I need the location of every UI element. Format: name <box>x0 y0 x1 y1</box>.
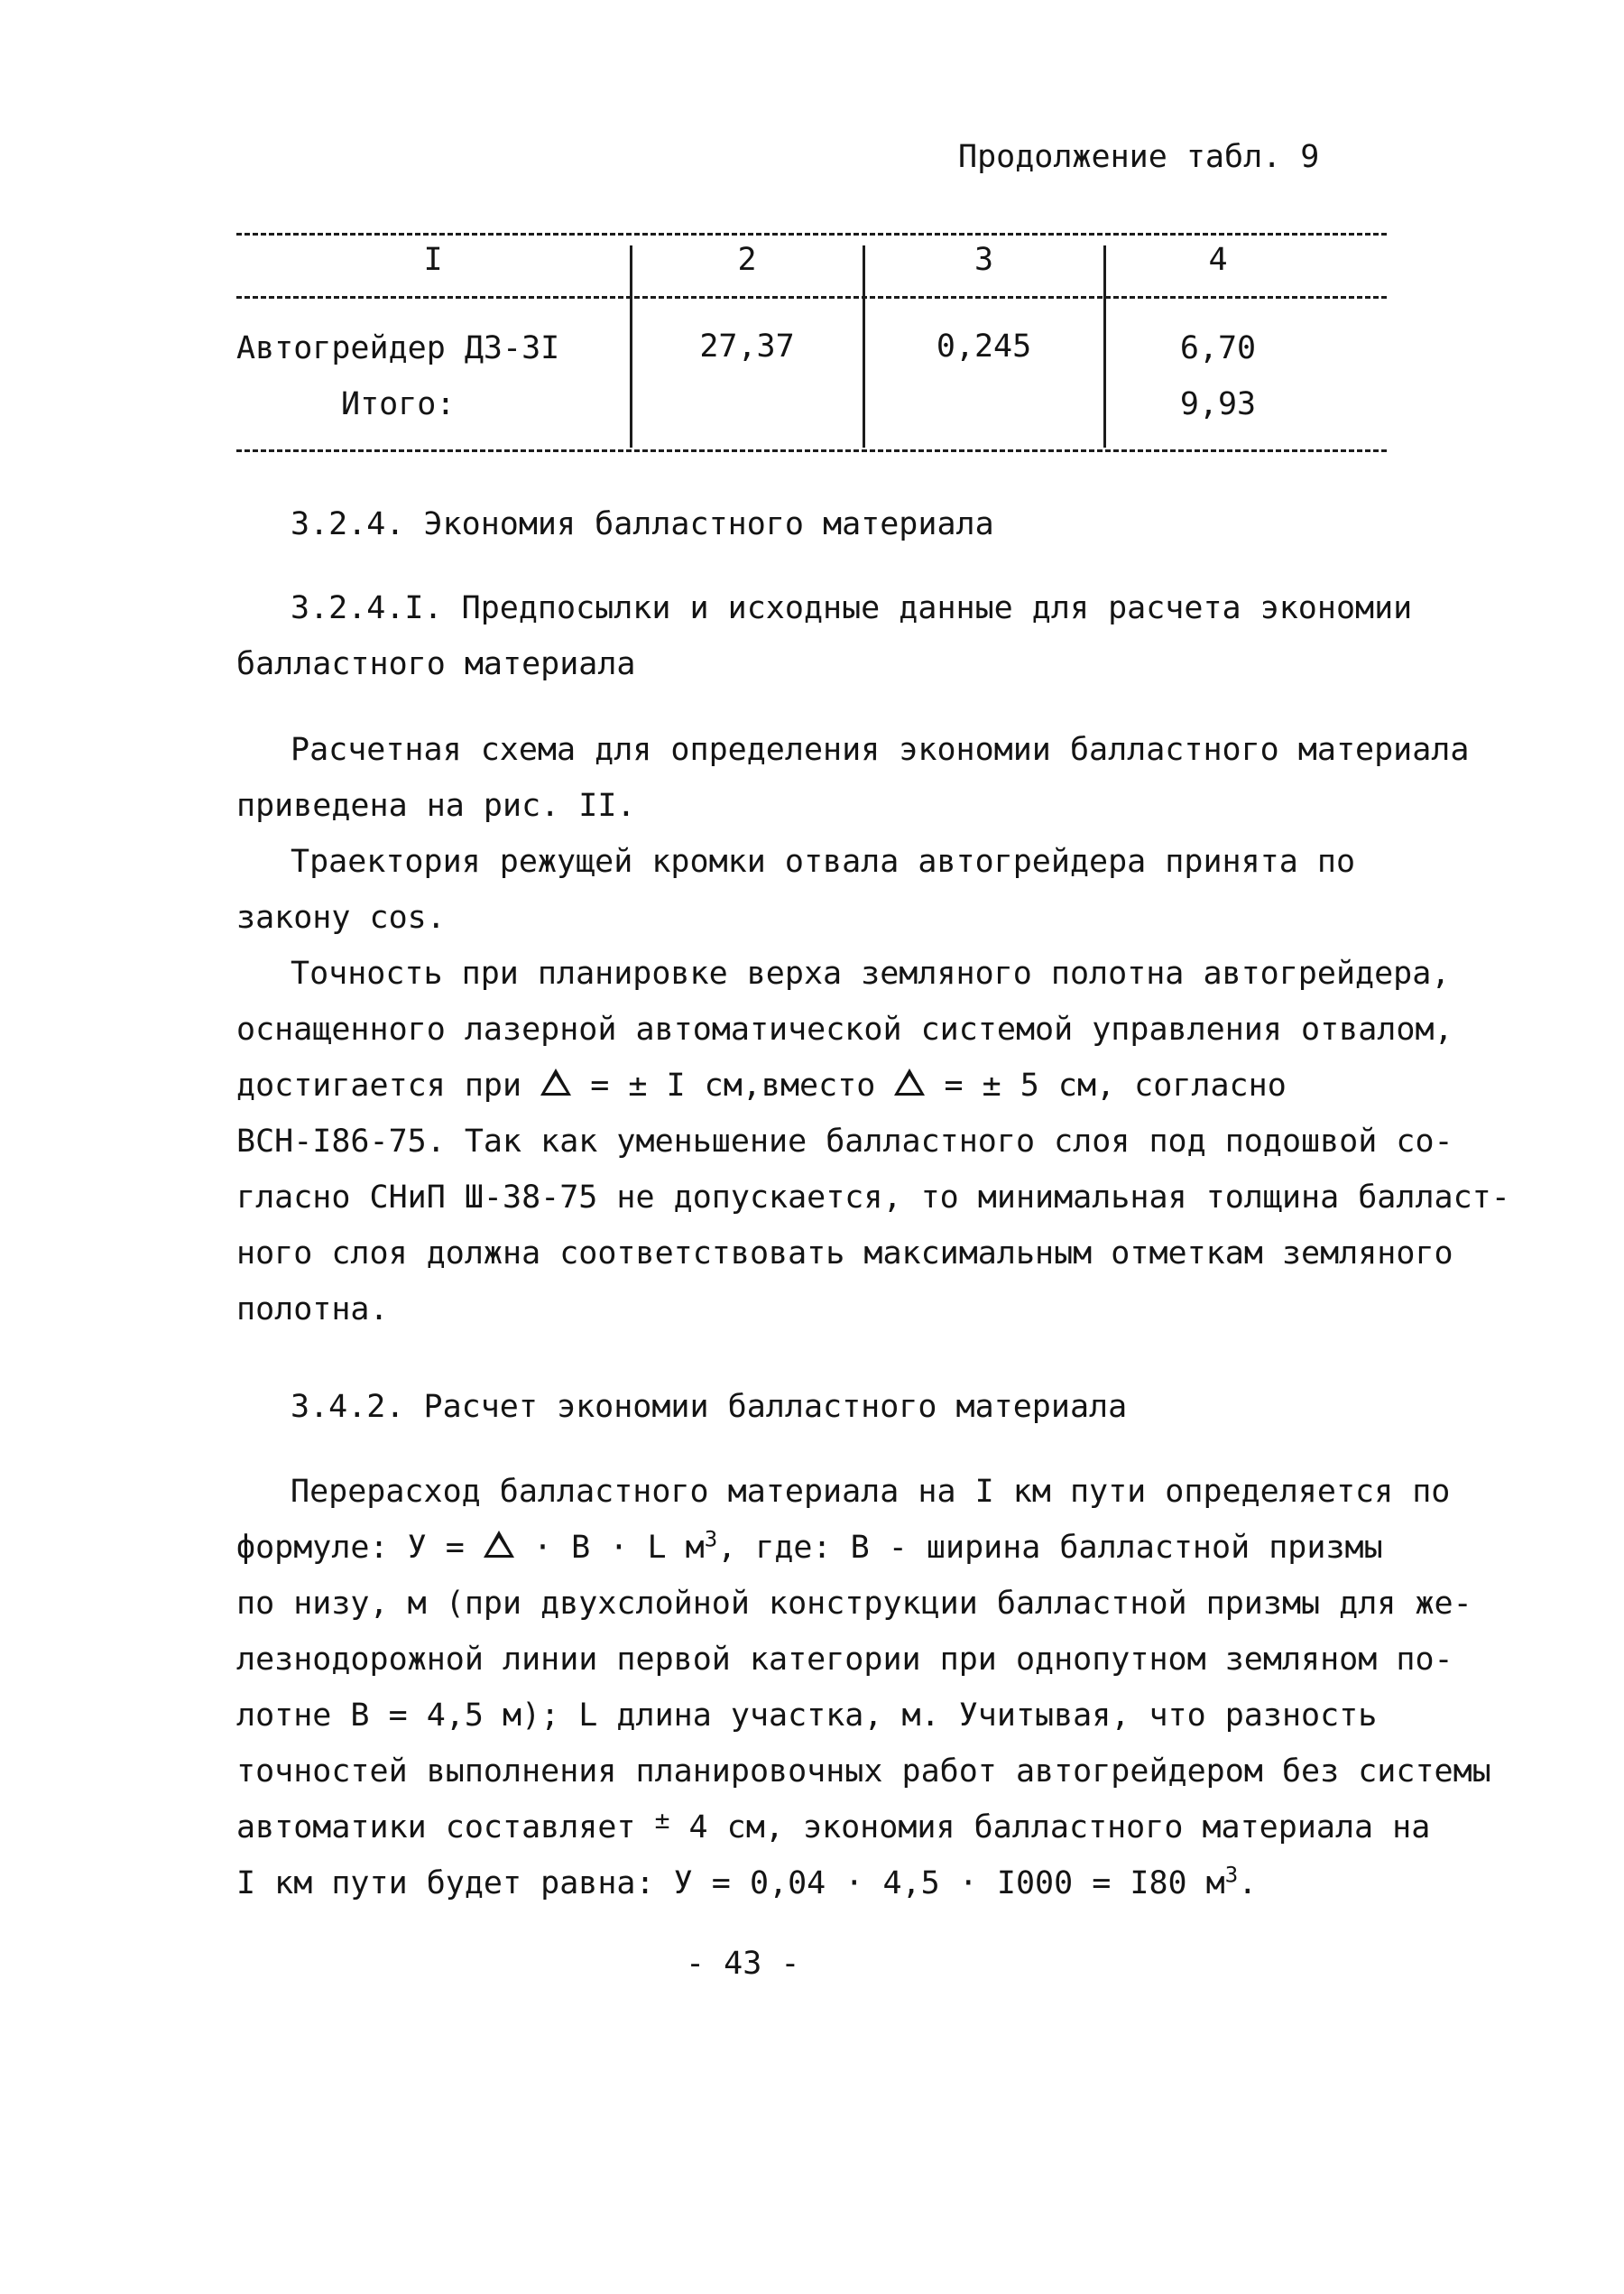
plus-minus-symbol: ± <box>654 1805 670 1835</box>
table-row-1-col4: 6,70 <box>1179 330 1257 366</box>
table-header-cell: 2 <box>737 242 757 278</box>
text-fragment: I км пути будет равна: У = 0,04 · 4,5 · I000 = I80 м <box>236 1865 1225 1901</box>
text-line: приведена на рис. II. <box>236 788 636 824</box>
text-line: Точность при планировке верха земляного полотна автогрейдера, <box>291 956 1451 992</box>
text-fragment: достигается при <box>236 1068 522 1104</box>
table-row-2-col4: 9,93 <box>1179 386 1257 422</box>
text-line: по низу, м (при двухслойной конструкции балластной призмы для же- <box>236 1586 1472 1622</box>
table-row-1-col2: 27,37 <box>699 328 795 365</box>
text-line: гласно СНиП Ш-38-75 не допускается, то минимальная толщина балласт- <box>236 1179 1510 1216</box>
table-top-rule <box>236 233 1387 236</box>
delta-symbol <box>894 1068 925 1096</box>
page-number: - 43 - <box>686 1946 800 1982</box>
text-line <box>236 1058 1409 1114</box>
table-bottom-rule <box>236 449 1387 452</box>
text-line <box>236 1520 1409 1576</box>
table-row-1-name: Автогрейдер ДЗ-3I <box>236 330 560 366</box>
table-row-1-col3: 0,245 <box>936 328 1032 365</box>
table-header-cell: I <box>423 242 443 278</box>
delta-symbol <box>540 1068 571 1096</box>
superscript: 3 <box>704 1526 718 1552</box>
text-line: ного слоя должна соответствовать максимальным отметкам земляного <box>236 1235 1453 1272</box>
text-line: Перерасход балластного материала на I км пути определяется по <box>291 1474 1451 1510</box>
table-header-cell: 4 <box>1208 242 1228 278</box>
paragraph <box>236 1464 1491 1911</box>
heading-line: 3.2.4.I. Предпосылки и исходные данные для расчета экономии <box>291 590 1413 626</box>
text-line: лотне B = 4,5 м); L длина участка, м. Учитывая, что разность <box>236 1697 1378 1734</box>
text-line: полотна. <box>236 1291 389 1327</box>
text-line: ВСН-I86-75. Так как уменьшение балластного слоя под подошвой со- <box>236 1124 1453 1160</box>
text-fragment: · B · L м <box>533 1530 705 1566</box>
text-fragment: . <box>1238 1865 1258 1901</box>
text-fragment: = ± I см,вместо <box>590 1068 876 1104</box>
text-line <box>236 1855 1409 1911</box>
text-line: Траектория режущей кромки отвала автогрейдера принята по <box>291 844 1356 880</box>
section-heading <box>236 1379 1409 1435</box>
section-heading <box>236 496 1409 552</box>
text-fragment: автоматики составляет <box>236 1809 636 1845</box>
table-header-cell: 3 <box>973 242 994 278</box>
heading-text: 3.4.2. Расчет экономии балластного материала <box>291 1389 1128 1425</box>
text-fragment: 4 см, экономия балластного материала на <box>688 1809 1431 1845</box>
heading-line: балластного материала <box>236 646 636 682</box>
text-line: точностей выполнения планировочных работ автогрейдером без системы <box>236 1753 1491 1790</box>
table-header-rule <box>236 296 1387 299</box>
text-fragment: , где: B - ширина балластной призмы <box>717 1530 1383 1566</box>
table-caption: Продолжение табл. 9 <box>958 139 1320 175</box>
section-heading <box>236 580 1413 692</box>
delta-symbol <box>484 1531 514 1558</box>
text-fragment: = ± 5 см, согласно <box>944 1068 1287 1104</box>
superscript: 3 <box>1224 1862 1239 1888</box>
text-line: закону cos. <box>236 900 446 936</box>
paragraph <box>236 722 1510 1337</box>
text-fragment: формуле: У = <box>236 1530 465 1566</box>
text-line: оснащенного лазерной автоматической системой управления отвалом, <box>236 1012 1453 1048</box>
table-row-2-name: Итого: <box>341 386 456 422</box>
text-line: лезнодорожной линии первой категории при однопутном земляном по- <box>236 1642 1453 1678</box>
text-line: Расчетная схема для определения экономии балластного материала <box>291 732 1470 768</box>
text-line <box>236 1799 1431 1855</box>
heading-text: 3.2.4. Экономия балластного материала <box>291 506 994 542</box>
